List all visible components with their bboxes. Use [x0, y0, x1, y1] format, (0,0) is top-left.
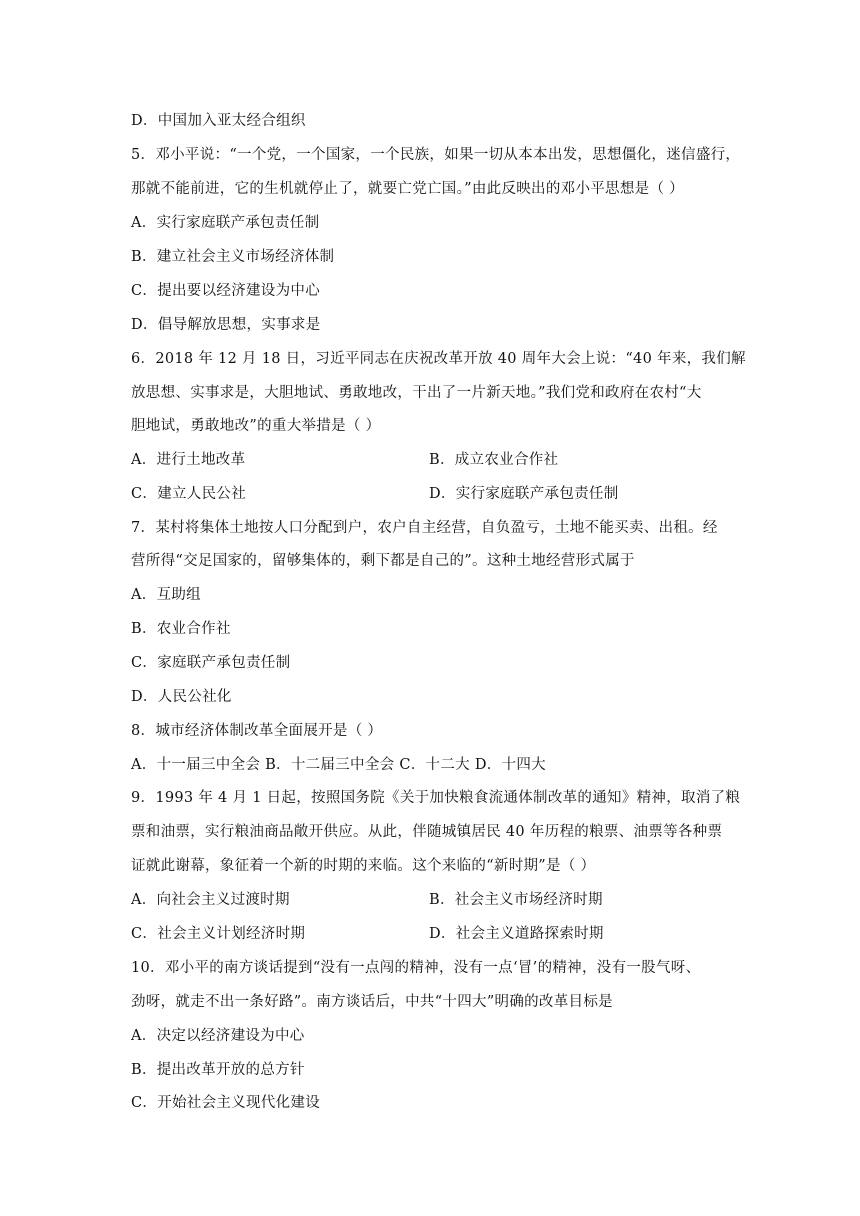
q10-option-a: A．决定以经济建设为中心 — [131, 1028, 305, 1044]
q5-option-d: D．倡导解放思想，实事求是 — [131, 317, 321, 333]
q5-stem-line-1: 5．邓小平说：“一个党，一个国家，一个民族，如果一切从本本出发，思想僵化，迷信盛行， — [131, 147, 741, 163]
q7-stem-line-1: 7．某村将集体土地按人口分配到户，农户自主经营，自负盈亏，土地不能买卖、出租。经 — [131, 520, 718, 536]
q6-option-b: B．成立农业合作社 — [429, 452, 559, 468]
q9-stem-line-1: 9．1993 年 4 月 1 日起，按照国务院《关于加快粮食流通体制改革的通知》精神，取消了粮 — [131, 790, 741, 806]
q6-option-d: D．实行家庭联产承包责任制 — [429, 486, 619, 502]
q6-stem-line-3: 胆地试，勇敢地改”的重大举措是（ ） — [131, 418, 381, 434]
q7-option-c: C．家庭联产承包责任制 — [131, 655, 291, 671]
q5-option-a: A．实行家庭联产承包责任制 — [131, 215, 320, 231]
q9-stem-line-3: 证就此谢幕，象征着一个新的时期的来临。这个来临的“新时期”是（ ） — [131, 858, 596, 874]
q10-option-b: B．提出改革开放的总方针 — [131, 1062, 305, 1078]
q5-option-b: B．建立社会主义市场经济体制 — [131, 249, 335, 265]
q6-option-a: A．进行土地改革 — [131, 452, 246, 468]
q8-options: A．十一届三中全会 B．十二届三中全会 C．十二大 D．十四大 — [131, 757, 546, 773]
q10-stem-line-1: 10．邓小平的南方谈话提到“没有一点闯的精神，没有一点‘冒’的精神，没有一股气呀、 — [131, 960, 701, 976]
q6-option-c: C．建立人民公社 — [131, 486, 246, 502]
q7-option-a: A．互助组 — [131, 587, 201, 603]
q10-stem-line-2: 劲呀，就走不出一条好路”。南方谈话后，中共“十四大”明确的改革目标是 — [131, 994, 613, 1010]
q9-option-d: D．社会主义道路探索时期 — [429, 926, 604, 942]
q9-stem-line-2: 票和油票，实行粮油商品敞开供应。从此，伴随城镇居民 40 年历程的粮票、油票等各种票 — [131, 824, 723, 840]
q4-option-d: D．中国加入亚太经合组织 — [131, 113, 306, 129]
q5-stem-line-2: 那就不能前进，它的生机就停止了，就要亡党亡国。”由此反映出的邓小平思想是（ ） — [131, 181, 684, 197]
q9-option-a: A．向社会主义过渡时期 — [131, 892, 290, 908]
q6-stem-line-1: 6．2018 年 12 月 18 日，习近平同志在庆祝改革开放 40 周年大会上说：“40 年来，我们解 — [131, 351, 746, 367]
q5-option-c: C．提出要以经济建设为中心 — [131, 283, 320, 299]
q6-stem-line-2: 放思想、实事求是，大胆地试、勇敢地改，干出了一片新天地。”我们党和政府在农村“大 — [131, 385, 702, 401]
q9-option-b: B．社会主义市场经济时期 — [429, 892, 603, 908]
q7-option-d: D．人民公社化 — [131, 689, 232, 705]
q7-option-b: B．农业合作社 — [131, 621, 231, 637]
q8-stem: 8．城市经济体制改革全面展开是（ ） — [131, 723, 383, 739]
q9-option-c: C．社会主义计划经济时期 — [131, 926, 306, 942]
q7-stem-line-2: 营所得“交足国家的，留够集体的，剩下都是自己的”。这种土地经营形式属于 — [131, 553, 635, 569]
q10-option-c: C．开始社会主义现代化建设 — [131, 1095, 320, 1111]
